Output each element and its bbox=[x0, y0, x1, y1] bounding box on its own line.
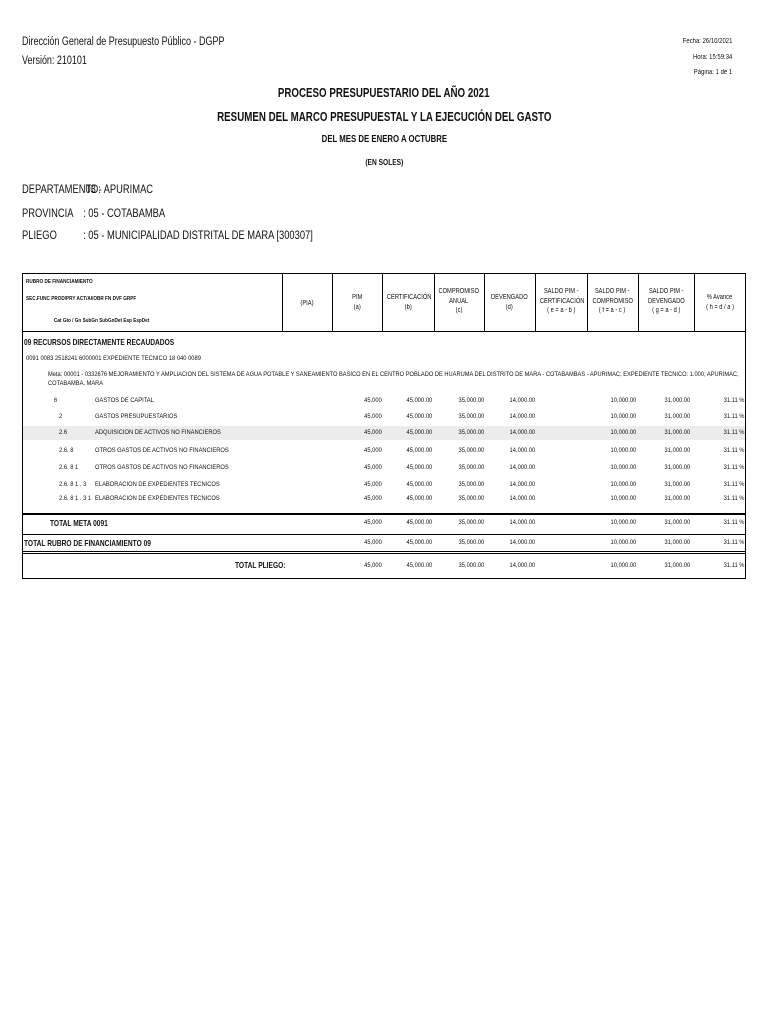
row-code: 2.6. 8 1 . 3 1 bbox=[59, 495, 92, 502]
row-saldo-cert: 10,000.00 bbox=[610, 447, 636, 454]
header-catgto: Cat Gto / Gn SubGn SubGnDet Esp EspDet bbox=[54, 318, 150, 324]
row-comp: 14,000.00 bbox=[509, 464, 535, 471]
total-comp: 14,000.00 bbox=[509, 562, 535, 569]
row-saldo-comp: 31,000.00 bbox=[664, 495, 690, 502]
row-saldo-comp: 31,000.00 bbox=[664, 429, 690, 436]
header-saldo-cert: SALDO PIM - CERTIFICACIÓN ( e = a - b ) bbox=[539, 288, 585, 314]
row-saldo-cert: 10,000.00 bbox=[610, 495, 636, 502]
row-code: 2.6. 8 1 bbox=[59, 464, 79, 471]
row-code: 2.6. 8 bbox=[59, 447, 74, 454]
total-saldo-comp: 31,000.00 bbox=[664, 519, 690, 526]
table-row bbox=[23, 444, 745, 458]
pliego-label: PLIEGO bbox=[22, 228, 57, 242]
total-comp: 14,000.00 bbox=[509, 519, 535, 526]
row-avance: 31.11 % bbox=[723, 413, 744, 420]
total-comp: 14,000.00 bbox=[509, 539, 535, 546]
header-pim: PIM (a) bbox=[351, 294, 363, 311]
row-saldo-comp: 31,000.00 bbox=[664, 397, 690, 404]
table-row bbox=[23, 410, 745, 424]
total-rubro-label: TOTAL RUBRO DE FINANCIAMIENTO 09 bbox=[24, 538, 151, 548]
row-pia: 45,000 bbox=[364, 429, 382, 436]
row-avance: 31.11 % bbox=[723, 429, 744, 436]
row-pia: 45,000 bbox=[364, 481, 382, 488]
header-devengado: DEVENGADO (d) bbox=[491, 294, 528, 311]
row-cert: 35,000.00 bbox=[458, 413, 484, 420]
row-avance: 31.11 % bbox=[723, 495, 744, 502]
header-saldo-dev: SALDO PIM - DEVENGADO ( g = a - d ) bbox=[647, 288, 685, 314]
total-avance: 31.11 % bbox=[723, 519, 744, 526]
header-certificacion: CERTIFICACIÓN (b) bbox=[386, 294, 432, 311]
row-avance: 31.11 % bbox=[723, 397, 744, 404]
provincia-line bbox=[22, 206, 165, 220]
row-pim: 45,000.00 bbox=[406, 481, 432, 488]
row-code: 2 bbox=[59, 413, 63, 420]
total-pliego-rule bbox=[22, 553, 746, 554]
total-pliego-row bbox=[23, 559, 745, 573]
total-cert: 35,000.00 bbox=[458, 562, 484, 569]
secfunc-label: 0091 0083 2518241 6000001 EXPEDIENTE TECNICO 18 040 0089 bbox=[26, 355, 201, 362]
rubro-label: 09 RECURSOS DIRECTAMENTE RECAUDADOS bbox=[24, 337, 175, 347]
row-comp: 14,000.00 bbox=[509, 429, 535, 436]
total-saldo-comp: 31,000.00 bbox=[664, 562, 690, 569]
row-desc: ELABORACION DE EXPEDIENTES TECNICOS bbox=[95, 495, 220, 502]
row-saldo-comp: 31,000.00 bbox=[664, 413, 690, 420]
row-pim: 45,000.00 bbox=[406, 397, 432, 404]
row-desc: GASTOS DE CAPITAL bbox=[95, 397, 154, 404]
pliego-line bbox=[22, 228, 313, 242]
total-pim: 45,000.00 bbox=[406, 539, 432, 546]
header-rubro: RUBRO DE FINANCIAMIENTO bbox=[26, 279, 93, 285]
row-desc: OTROS GASTOS DE ACTIVOS NO FINANCIEROS bbox=[95, 447, 229, 454]
row-pia: 45,000 bbox=[364, 413, 382, 420]
total-pim: 45,000.00 bbox=[406, 519, 432, 526]
row-code: 2.6. 8 1 . 3 bbox=[59, 481, 87, 488]
report-date: Fecha: 26/10/2021 bbox=[682, 38, 732, 45]
header-secfunc: SEC.FUNC PROD/PRY ACT/AI/OBR FN DVF GRPF bbox=[26, 296, 137, 302]
provincia-value: : 05 - COTABAMBA bbox=[83, 206, 166, 220]
total-pia: 45,000 bbox=[364, 539, 382, 546]
row-avance: 31.11 % bbox=[723, 464, 744, 471]
departamento-label: DEPARTAMENTO: bbox=[22, 182, 101, 196]
row-cert: 35,000.00 bbox=[458, 429, 484, 436]
row-comp: 14,000.00 bbox=[509, 397, 535, 404]
row-comp: 14,000.00 bbox=[509, 495, 535, 502]
row-pia: 45,000 bbox=[364, 495, 382, 502]
report-currency: (EN SOLES) bbox=[365, 157, 403, 167]
row-cert: 35,000.00 bbox=[458, 495, 484, 502]
total-pia: 45,000 bbox=[364, 519, 382, 526]
row-pim: 45,000.00 bbox=[406, 464, 432, 471]
header-pia: (PIA) bbox=[300, 300, 314, 307]
table-row bbox=[23, 461, 745, 475]
header-compromiso: COMPROMISO ANUAL (c) bbox=[438, 288, 480, 314]
row-pia: 45,000 bbox=[364, 447, 382, 454]
report-time: Hora: 15:59:34 bbox=[692, 54, 732, 61]
provincia-label: PROVINCIA bbox=[22, 206, 74, 220]
table-row bbox=[23, 394, 745, 408]
pliego-value: : 05 - MUNICIPALIDAD DISTRITAL DE MARA [300307] bbox=[83, 228, 313, 242]
header-avance: % Avance ( h = d / a ) bbox=[706, 294, 734, 311]
total-saldo-cert: 10,000.00 bbox=[610, 519, 636, 526]
total-pim: 45,000.00 bbox=[406, 562, 432, 569]
total-rubro-rule bbox=[22, 534, 746, 535]
total-meta-rule bbox=[22, 514, 746, 515]
row-saldo-cert: 10,000.00 bbox=[610, 429, 636, 436]
table-row bbox=[23, 492, 745, 506]
table-row bbox=[23, 478, 745, 492]
total-rubro-row bbox=[23, 536, 745, 550]
total-cert: 35,000.00 bbox=[458, 519, 484, 526]
version-label: Versión: 210101 bbox=[22, 55, 87, 67]
row-cert: 35,000.00 bbox=[458, 464, 484, 471]
total-saldo-cert: 10,000.00 bbox=[610, 562, 636, 569]
org-name: Dirección General de Presupuesto Público - DGPP bbox=[22, 36, 225, 48]
row-desc: ELABORACION DE EXPEDIENTES TECNICOS bbox=[95, 481, 220, 488]
row-cert: 35,000.00 bbox=[458, 447, 484, 454]
report-subtitle: RESUMEN DEL MARCO PRESUPUESTAL Y LA EJECUCIÓN DEL GASTO bbox=[216, 110, 552, 124]
row-code: 2.6 bbox=[59, 429, 68, 436]
report-title: PROCESO PRESUPUESTARIO DEL AÑO 2021 bbox=[278, 86, 490, 100]
total-cert: 35,000.00 bbox=[458, 539, 484, 546]
departamento-value: 03 - APURIMAC bbox=[85, 182, 154, 196]
total-saldo-cert: 10,000.00 bbox=[610, 539, 636, 546]
row-pia: 45,000 bbox=[364, 464, 382, 471]
row-saldo-cert: 10,000.00 bbox=[610, 464, 636, 471]
header-bottom-rule bbox=[22, 331, 746, 332]
total-pia: 45,000 bbox=[364, 562, 382, 569]
table-row bbox=[23, 426, 745, 440]
row-desc: OTROS GASTOS DE ACTIVOS NO FINANCIEROS bbox=[95, 464, 229, 471]
row-comp: 14,000.00 bbox=[509, 413, 535, 420]
total-pliego-label: TOTAL PLIEGO: bbox=[235, 560, 286, 570]
meta-description: Meta: 00001 - 0332676 MEJORAMIENTO Y AMPLIACION DEL SISTEMA DE AGUA POTABLE Y SANEAMIENTO BASICO EN EL CENTRO POBLADO DE HUARUMA DEL DISTRITO DE MARA - COTABAMBAS - APURIMAC; EXPEDIENTE TECNICO: 1.000; APURIMAC, COTABAMBA, MARA bbox=[48, 371, 739, 387]
row-pim: 45,000.00 bbox=[406, 495, 432, 502]
departamento-line bbox=[22, 182, 153, 196]
row-saldo-cert: 10,000.00 bbox=[610, 397, 636, 404]
row-pim: 45,000.00 bbox=[406, 429, 432, 436]
header-saldo-comp: SALDO PIM - COMPROMISO ( f = a - c ) bbox=[592, 288, 633, 314]
report-period: DEL MES DE ENERO A OCTUBRE bbox=[321, 134, 447, 145]
row-code: 6 bbox=[54, 397, 58, 404]
total-avance: 31.11 % bbox=[723, 562, 744, 569]
row-avance: 31.11 % bbox=[723, 447, 744, 454]
row-comp: 14,000.00 bbox=[509, 447, 535, 454]
row-cert: 35,000.00 bbox=[458, 397, 484, 404]
total-saldo-comp: 31,000.00 bbox=[664, 539, 690, 546]
row-pim: 45,000.00 bbox=[406, 447, 432, 454]
total-pliego-rule bbox=[22, 551, 746, 552]
row-saldo-comp: 31,000.00 bbox=[664, 464, 690, 471]
row-comp: 14,000.00 bbox=[509, 481, 535, 488]
page-number: Página: 1 de 1 bbox=[693, 69, 732, 76]
row-saldo-cert: 10,000.00 bbox=[610, 413, 636, 420]
row-avance: 31.11 % bbox=[723, 481, 744, 488]
row-saldo-comp: 31,000.00 bbox=[664, 447, 690, 454]
total-meta-label: TOTAL META 0091 bbox=[50, 518, 108, 528]
total-meta-row bbox=[23, 516, 745, 530]
row-saldo-comp: 31,000.00 bbox=[664, 481, 690, 488]
row-pim: 45,000.00 bbox=[406, 413, 432, 420]
row-cert: 35,000.00 bbox=[458, 481, 484, 488]
row-saldo-cert: 10,000.00 bbox=[610, 481, 636, 488]
row-desc: GASTOS PRESUPUESTARIOS bbox=[95, 413, 178, 420]
total-avance: 31.11 % bbox=[723, 539, 744, 546]
row-desc: ADQUISICION DE ACTIVOS NO FINANCIEROS bbox=[95, 429, 221, 436]
row-pia: 45,000 bbox=[364, 397, 382, 404]
